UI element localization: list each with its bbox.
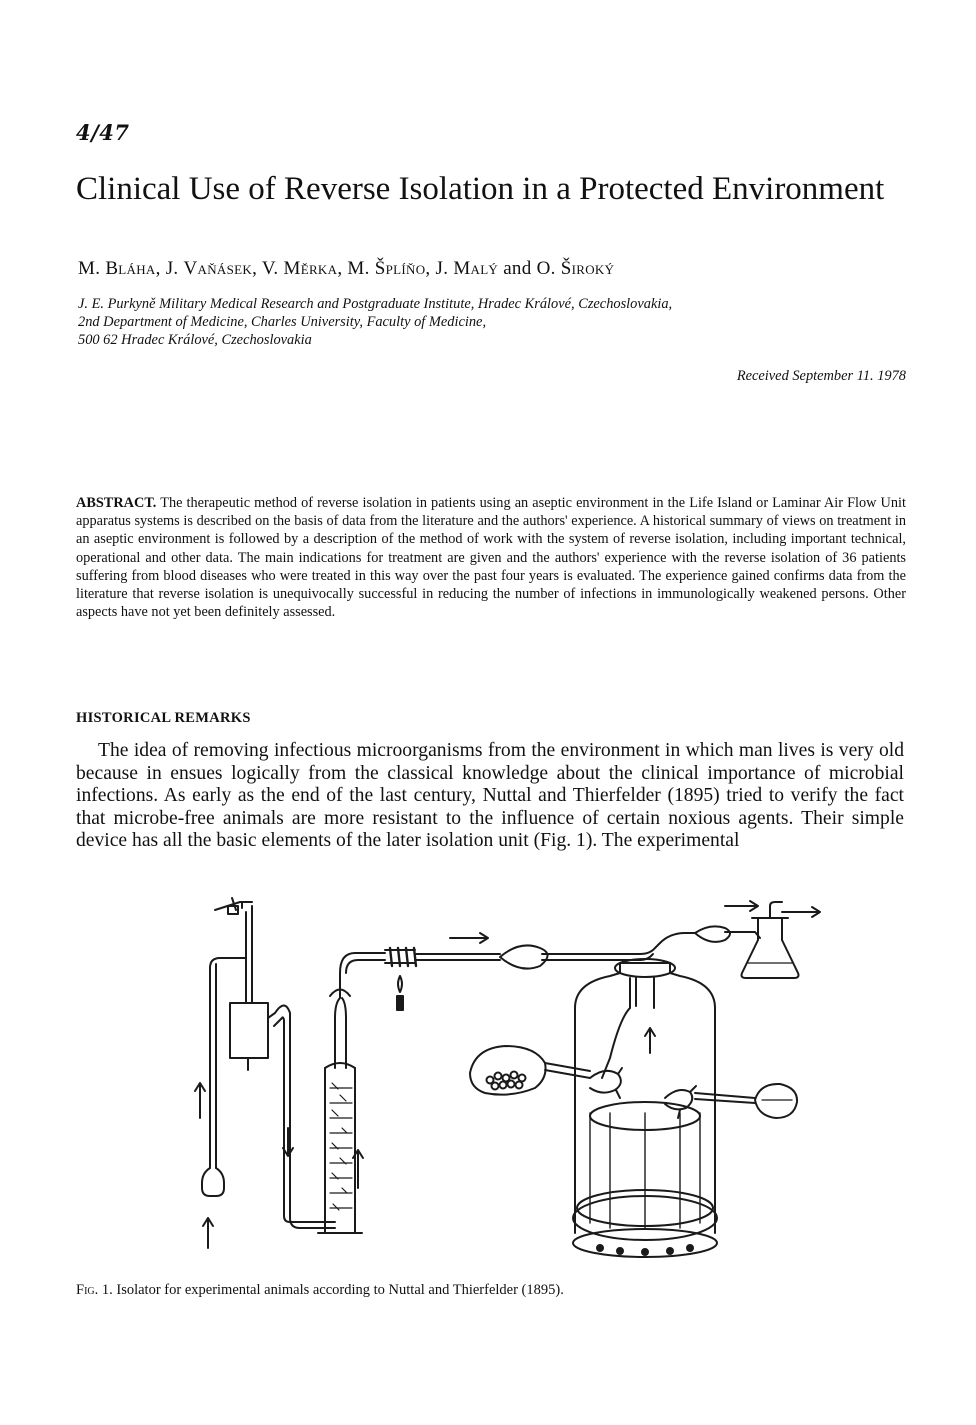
author: M. Bláha — [78, 258, 156, 279]
issue-number: 4/47 — [76, 120, 130, 145]
authors-conjunction: and — [503, 258, 532, 279]
feeding-bulb-left — [470, 1046, 590, 1095]
received-date: Received September 11. 1978 — [736, 368, 906, 384]
author: V. Měrka — [261, 258, 338, 279]
affiliation-line: 500 62 Hradec Králové, Czechoslovakia — [78, 332, 312, 348]
jar-tubes — [602, 926, 760, 1078]
abstract-label: ABSTRACT. — [76, 495, 157, 511]
body-paragraph: The idea of removing infectious microorganisms from the environment in which man lives is very old because in ensues logically from the classical knowledge about the clinical importance of microbial infections. As early as the end of the last century, Nuttal and Thierfelder (1895) tried to verify the fact that microbe-free animals are more resistant to the influence of certain noxious agents. Their simple device has all the basic elements of the later isolation unit (Fig. 1). The experimental — [76, 740, 904, 852]
affiliation-line: J. E. Purkyně Military Medical Research and Postgraduate Institute, Hradec Králové, Czechoslovakia, — [78, 296, 673, 312]
filter-column — [318, 973, 362, 1233]
figure-label: Fig. 1. — [76, 1282, 113, 1298]
faucet-drawing — [215, 898, 252, 976]
section-heading: HISTORICAL REMARKS — [76, 710, 251, 726]
abstract-text: The therapeutic method of reverse isolation in patients using an aseptic environment in the Life Island or Laminar Air Flow Unit apparatus systems is described on the basis of data from the literature and the authors' experience. A historical summary of views on treatment in an aseptic environment is followed by a description of the method of work with the system of reverse isolation, including important technical, operational and other data. The main indications for treatment are given and the authors' experience with the reverse isolation of 36 patients suffering from blood diseases who were treated in this way over the past four years is evaluated. The experience gained confirms data from the literature that reverse isolation is unequivocally successful in reducing the number of infections in immunologically weakened persons. Other aspects have not yet been definitely assessed. — [76, 495, 906, 621]
inlet-tube — [202, 958, 246, 1196]
feeding-bulb-right — [695, 1084, 797, 1118]
figure-caption — [76, 1282, 564, 1299]
reservoir — [230, 976, 268, 1070]
conical-flask — [742, 902, 799, 978]
author: O. Široký — [536, 258, 615, 279]
affiliation — [78, 295, 908, 349]
animal-figures — [590, 1068, 696, 1118]
abstract — [76, 494, 906, 621]
author-list: M. Bláha, J. Vaňásek, V. Měrka, M. Šplíňo, J. Malý and O. Široký — [78, 258, 615, 279]
author: M. Šplíňo — [347, 258, 426, 279]
bell-jar — [573, 959, 717, 1257]
author: J. Malý — [435, 258, 499, 279]
figure-isolator-diagram — [170, 888, 830, 1263]
top-tube — [340, 945, 640, 973]
affiliation-line: 2nd Department of Medicine, Charles University, Faculty of Medicine, — [78, 314, 487, 330]
burner — [397, 976, 403, 1010]
paper-title: Clinical Use of Reverse Isolation in a Protected Environment — [76, 171, 885, 207]
author: J. Vaňásek — [165, 258, 253, 279]
figure-caption-text: Isolator for experimental animals according to Nuttal and Thierfelder (1895). — [116, 1282, 564, 1298]
